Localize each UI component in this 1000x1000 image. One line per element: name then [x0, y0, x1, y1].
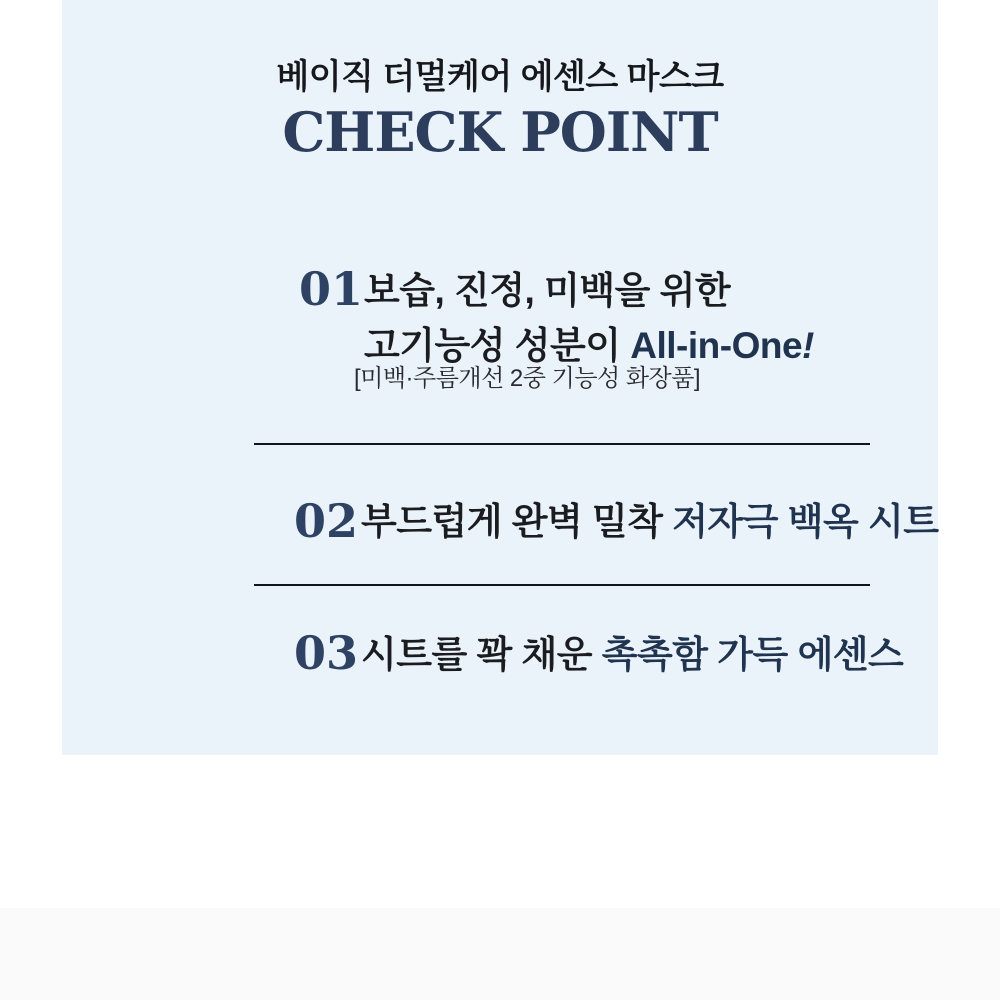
point-02-regular: 부드럽게 완벽 밀착	[361, 501, 673, 542]
point-03-bold: 촉촉함 가득 에센스	[601, 634, 904, 675]
point-01-line2-regular: 고기능성 성분이	[364, 325, 631, 366]
point-02-bold: 저자극 백옥 시트	[672, 501, 939, 542]
point-number-02: 02	[294, 494, 359, 548]
point-01-line1: 보습, 진정, 미백을 위한	[364, 270, 731, 311]
checkpoint-panel	[62, 0, 938, 755]
point-text-02	[361, 500, 939, 544]
point-01-caption: [미백·주름개선 2중 기능성 화장품]	[354, 365, 701, 392]
point-01-line2-exclamation: !	[802, 325, 814, 366]
product-title: 베이직 더멀케어 에센스 마스크	[276, 58, 724, 96]
divider-1	[254, 443, 870, 445]
point-03-regular: 시트를 꽉 채운	[361, 634, 602, 675]
point-text-01	[364, 263, 814, 373]
footer-strip	[0, 908, 1000, 1000]
point-text-03	[361, 633, 903, 677]
point-number-01: 01	[299, 262, 364, 316]
section-title: CHECK POINT	[282, 100, 718, 164]
divider-2	[254, 584, 870, 586]
point-01-line2-bold: All-in-One	[630, 325, 803, 366]
point-number-03: 03	[294, 626, 359, 680]
